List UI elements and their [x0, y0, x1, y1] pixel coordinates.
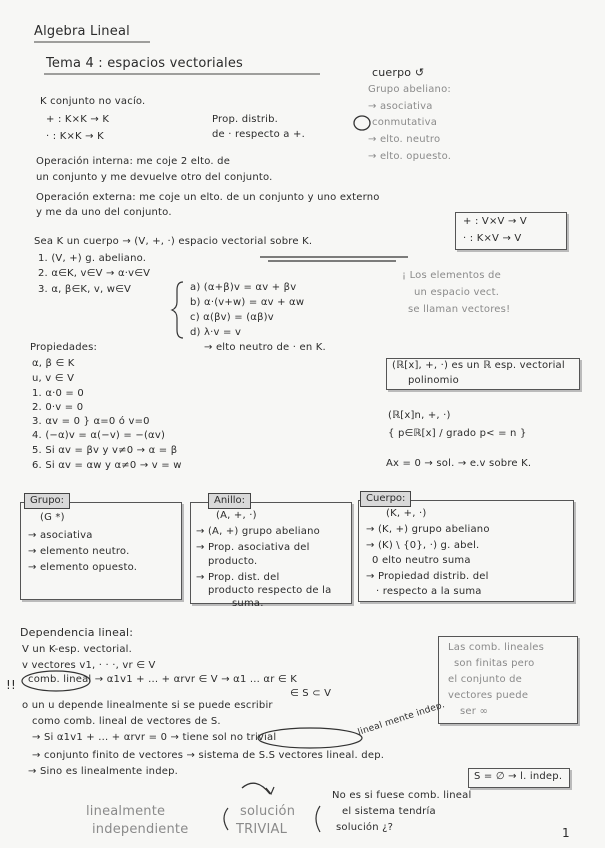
cuerpo-line: (K, +, ·): [386, 508, 427, 519]
property-line: α, β ∈ K: [32, 358, 75, 369]
cuerpo-note-line: conmutativa: [372, 117, 438, 128]
dependencia-line: V un K-esp. vectorial.: [22, 644, 133, 655]
property-line: 1. α·0 = 0: [32, 388, 84, 399]
grupo-tab: Grupo:: [24, 493, 70, 509]
cuerpo-line: 0 elto neutro suma: [372, 555, 471, 566]
anillo-line: suma.: [232, 598, 264, 609]
dependencia-title: Dependencia lineal:: [20, 626, 134, 639]
prop-distrib: Prop. distrib.: [212, 114, 279, 125]
property-line: 3. αv = 0 } α=0 ó v=0: [32, 416, 150, 427]
dependencia-line: o un u depende linealmente si se puede escribir: [22, 700, 273, 711]
vectors-note: un espacio vect.: [414, 287, 500, 298]
cuerpo-tab: Cuerpo:: [360, 491, 411, 507]
cuerpo-line: · respecto a la suma: [376, 586, 482, 597]
cuerpo-note-line: → asociativa: [368, 101, 433, 112]
dependencia-line: ∈ S ⊂ V: [290, 688, 332, 699]
dependencia-line: → Sino es linealmente indep.: [28, 766, 179, 777]
dependencia-line: v vectores v1, · · ·, vr ∈ V: [22, 660, 156, 671]
properties-title: Propiedades:: [30, 342, 98, 353]
property-line: 2. 0·v = 0: [32, 402, 84, 413]
finite-note-line: Las comb. lineales: [448, 642, 545, 653]
bottom-mid-line: solución: [240, 804, 296, 819]
finite-note-line: son finitas pero: [454, 658, 535, 669]
anillo-line: → Prop. dist. del: [196, 572, 280, 583]
grupo-line: → asociativa: [28, 530, 93, 541]
empty-set-text: S = ∅ → l. indep.: [474, 771, 563, 782]
bottom-right-line: el sistema tendría: [342, 806, 436, 817]
anillo-line: → Prop. asociativa del: [196, 542, 310, 553]
polynomial-set: { p∈ℝ[x] / grado p< = n }: [388, 428, 527, 439]
bottom-left-line: independiente: [92, 822, 189, 837]
op-interna-2: un conjunto y me devuelve otro del conjunto.: [36, 172, 273, 183]
op-externa-2: y me da uno del conjunto.: [36, 207, 172, 218]
cuerpo-note-line: → elto. neutro: [368, 134, 441, 145]
property-line: 6. Si αv = αw y α≠0 → v = w: [32, 460, 182, 471]
dependencia-line: comb. lineal → α1v1 + ... + αrvr ∈ V → α1 ... αr ∈ K: [28, 674, 297, 685]
bottom-left-line: linealmente: [86, 804, 166, 819]
definition-sub: a) (α+β)v = αv + βv: [190, 282, 297, 293]
cuerpo-note-line: Grupo abeliano:: [368, 84, 451, 95]
page-number: 1: [562, 826, 570, 840]
definition-sub: b) α·(v+w) = αv + αw: [190, 297, 305, 308]
polynomial-n: (ℝ[x]n, +, ·): [388, 410, 451, 421]
anillo-line: producto respecto de la: [208, 585, 332, 596]
polynomial-label: polinomio: [408, 375, 459, 386]
property-line: 5. Si αv = βv y v≠0 → α = β: [32, 445, 178, 456]
vectors-note: ¡ Los elementos de: [402, 270, 501, 281]
cuerpo-line: → Propiedad distrib. del: [366, 571, 489, 582]
warning-mark: !!: [6, 678, 17, 692]
bottom-right-line: No es si fuese comb. lineal: [332, 790, 472, 801]
dependencia-line: como comb. lineal de vectores de S.: [32, 716, 221, 727]
dependencia-line: → Si α1v1 + ... + αrvr = 0 → tiene sol no trivial: [32, 732, 277, 743]
grupo-line: → elemento opuesto.: [28, 562, 138, 573]
topic-title: Tema 4 : espacios vectoriales: [46, 56, 244, 71]
cuerpo-line: → (K, +) grupo abeliano: [366, 524, 490, 535]
finite-note-line: el conjunto de: [448, 674, 523, 685]
grupo-line: (G *): [40, 512, 65, 523]
k-definition: K conjunto no vacío.: [40, 96, 146, 107]
polynomial-box-text: (ℝ[x], +, ·) es un ℝ esp. vectorial: [392, 360, 565, 371]
cuerpo-line: → (K) \ {0}, ·) g. abel.: [366, 540, 480, 551]
definition-sub: c) α(βv) = (αβ)v: [190, 312, 274, 323]
ext-box-dot: · : K×V → V: [463, 233, 522, 244]
anillo-line: producto.: [208, 556, 258, 567]
dependencia-line: → conjunto finito de vectores → sistema de S.S vectores lineal. dep.: [32, 750, 385, 761]
op-externa: Operación externa: me coje un elto. de un conjunto y uno externo: [36, 192, 380, 203]
lin-indep-annotation: lineal mente indep.: [356, 700, 447, 738]
definition-item: 1. (V, +) g. abeliano.: [38, 253, 147, 264]
property-line: 4. (−α)v = α(−v) = −(αv): [32, 430, 166, 441]
cuerpo-note-title: cuerpo ↺: [372, 66, 425, 79]
ax-solution: Ax = 0 → sol. → e.v sobre K.: [386, 458, 532, 469]
op-interna: Operación interna: me coje 2 elto. de: [36, 156, 231, 167]
anillo-line: → (A, +) grupo abeliano: [196, 526, 320, 537]
anillo-line: (A, +, ·): [216, 510, 257, 521]
bottom-right-line: solución ¿?: [336, 822, 394, 833]
property-line: u, v ∈ V: [32, 373, 75, 384]
cuerpo-note-line: → elto. opuesto.: [368, 151, 452, 162]
finite-note-line: ser ∞: [460, 706, 488, 717]
bottom-mid-line: TRIVIAL: [236, 822, 288, 837]
definition-item: 3. α, β∈K, v, w∈V: [38, 284, 132, 295]
prop-respecto: de · respecto a +.: [212, 129, 305, 140]
op-dot: · : K×K → K: [46, 131, 104, 142]
subject-title: Algebra Lineal: [34, 24, 130, 39]
anillo-tab: Anillo:: [208, 493, 251, 509]
finite-note-line: vectores puede: [448, 690, 529, 701]
grupo-line: → elemento neutro.: [28, 546, 130, 557]
vectors-note: se llaman vectores!: [408, 304, 511, 315]
definition-sub: d) λ·v = v: [190, 327, 242, 338]
definition-item: 2. α∈K, v∈V → α·v∈V: [38, 268, 151, 279]
op-plus: + : K×K → K: [46, 114, 110, 125]
definition-sub: → elto neutro de · en K.: [204, 342, 326, 353]
ext-box-plus: + : V×V → V: [463, 216, 527, 227]
definition-sea: Sea K un cuerpo → (V, +, ·) espacio vectorial sobre K.: [34, 236, 313, 247]
